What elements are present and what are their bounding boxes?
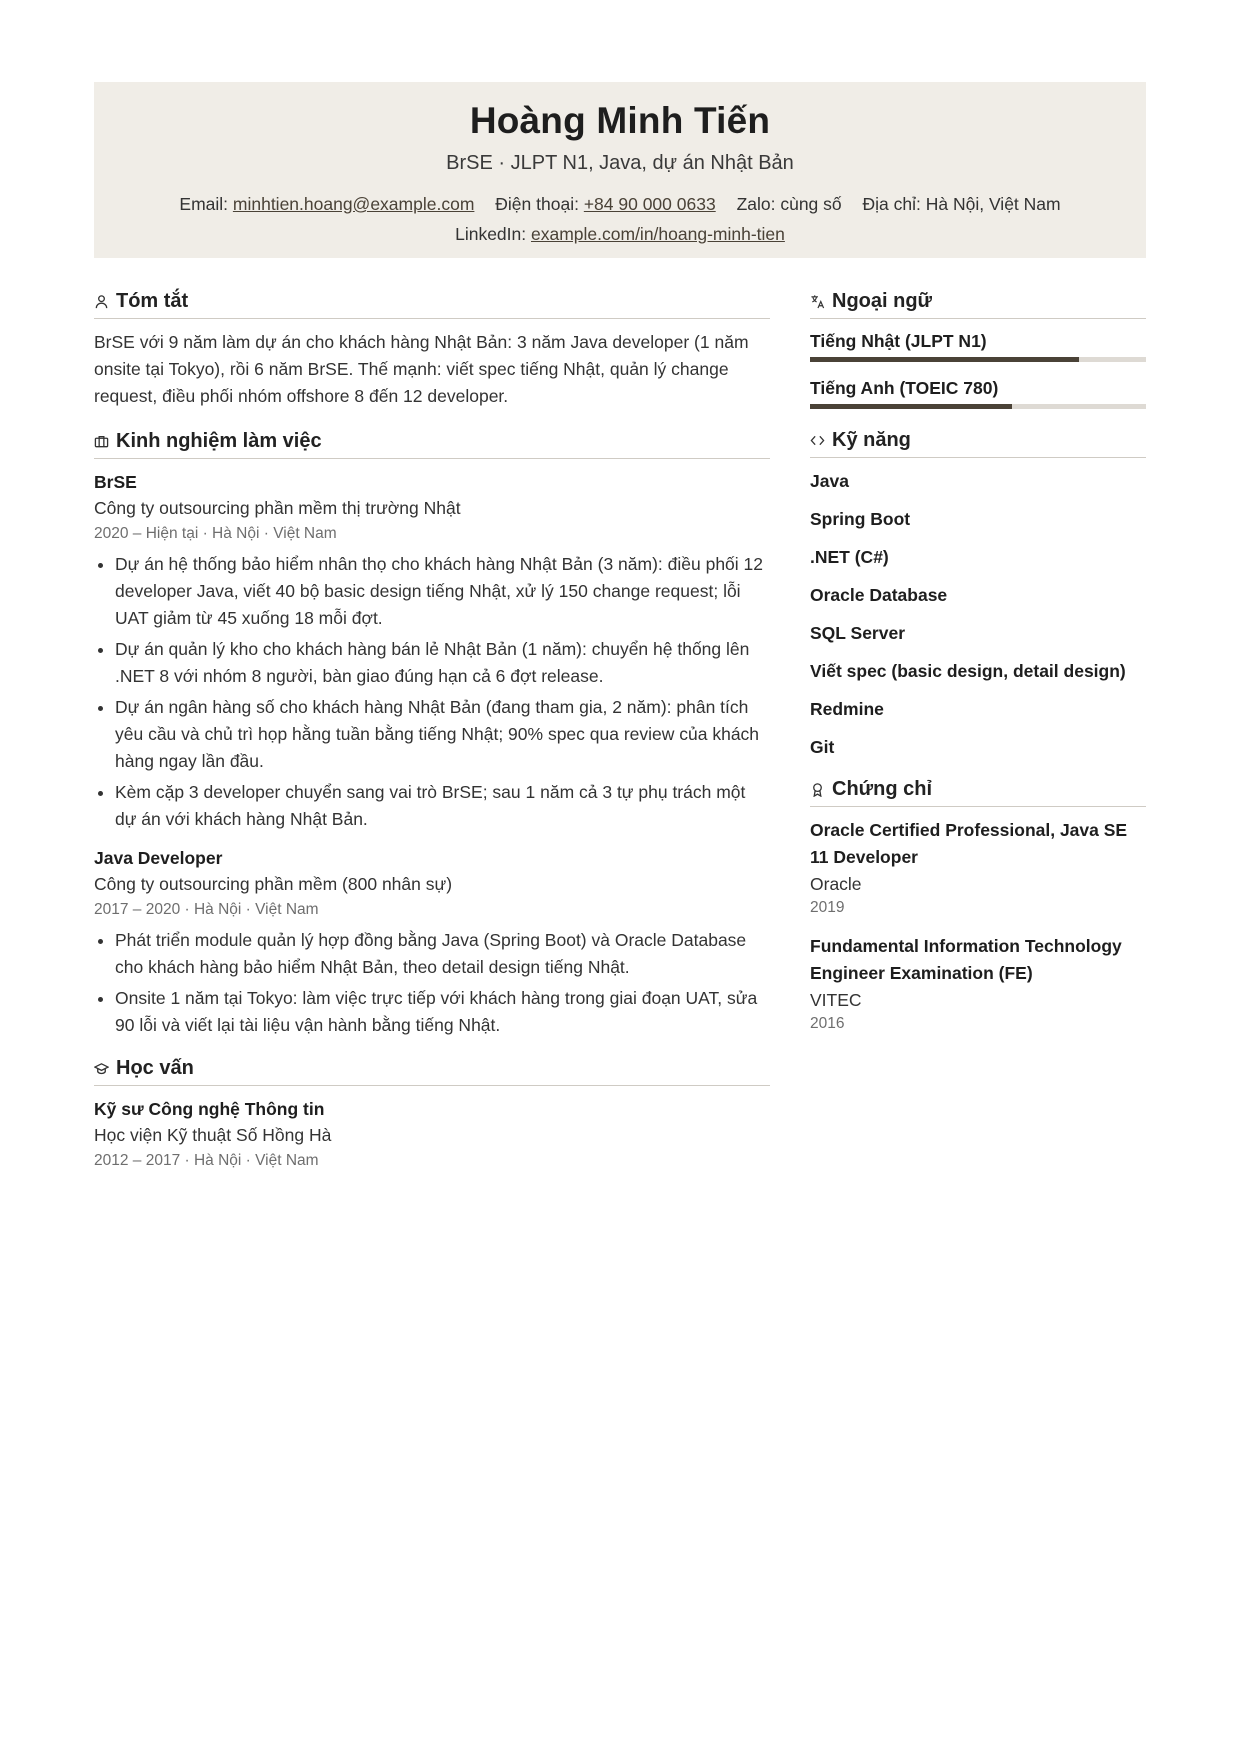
job-bullets bbox=[94, 551, 770, 833]
language-item bbox=[810, 376, 1146, 409]
language-item bbox=[810, 329, 1146, 362]
linkedin-item bbox=[455, 224, 785, 244]
certificates-heading bbox=[810, 778, 1146, 807]
award-icon bbox=[810, 782, 825, 797]
experience-title: Kinh nghiệm làm việc bbox=[116, 430, 322, 452]
skill-item: SQL Server bbox=[810, 623, 906, 643]
degree-title: Kỹ sư Công nghệ Thông tin bbox=[94, 1099, 325, 1119]
certificate-year: 2019 bbox=[810, 899, 845, 916]
skill-item: Spring Boot bbox=[810, 509, 911, 529]
skills-title: Kỹ năng bbox=[832, 429, 911, 451]
certificate-issuer: VITEC bbox=[810, 990, 862, 1010]
certificate-name: Oracle Certified Professional, Java SE 11 Developer bbox=[810, 820, 1128, 867]
resume-header bbox=[94, 82, 1146, 258]
language-name: Tiếng Nhật (JLPT N1) bbox=[810, 331, 987, 351]
skills-heading bbox=[810, 429, 1146, 458]
linkedin-link[interactable]: example.com/in/hoang-minh-tien bbox=[531, 224, 785, 244]
certificate-year: 2016 bbox=[810, 1015, 845, 1032]
experience-heading bbox=[94, 430, 770, 459]
job-bullet: • Dự án ngân hàng số cho khách hàng Nhật Bản (đang tham gia, 2 năm): phân tích yêu cầu và chủ trì họp hằng tuần bằng tiếng Nhật; 90% spec qua review của khách hàng ngay lần đầu. bbox=[115, 694, 770, 775]
headline: BrSE · JLPT N1, Java, dự án Nhật Bản bbox=[446, 152, 794, 174]
language-level-bar bbox=[810, 357, 1146, 362]
languages-heading bbox=[810, 290, 1146, 319]
language-level-fill bbox=[810, 404, 1012, 409]
skill-item: Redmine bbox=[810, 699, 884, 719]
job-title: Java Developer bbox=[94, 848, 223, 868]
language-name: Tiếng Anh (TOEIC 780) bbox=[810, 378, 999, 398]
job-bullet: • Dự án quản lý kho cho khách hàng bán lẻ Nhật Bản (1 năm): chuyển hệ thống lên .NET 8 với nhóm 8 người, bàn giao đúng hạn cả 6 đợt release. bbox=[115, 636, 770, 690]
job-entry bbox=[94, 845, 770, 1039]
language-level-fill bbox=[810, 357, 1079, 362]
address-text: Địa chỉ: Hà Nội, Việt Nam bbox=[862, 194, 1061, 214]
briefcase-icon bbox=[94, 434, 109, 449]
zalo-text: Zalo: cùng số bbox=[736, 194, 842, 214]
job-bullet: • Dự án hệ thống bảo hiểm nhân thọ cho khách hàng Nhật Bản (3 năm): điều phối 12 developer Java, viết 40 bộ basic design tiếng Nhật, xử lý 150 change request; lỗi UAT giảm từ 45 xuống 18 mỗi đợt. bbox=[115, 551, 770, 632]
languages-title: Ngoại ngữ bbox=[832, 290, 933, 312]
certificate-item bbox=[810, 817, 1146, 919]
education-title: Học vấn bbox=[116, 1057, 194, 1079]
job-meta: 2020 – Hiện tại · Hà Nội · Việt Nam bbox=[94, 525, 337, 542]
job-entry bbox=[94, 469, 770, 833]
linkedin-label: LinkedIn: bbox=[455, 224, 527, 244]
skill-item: Git bbox=[810, 737, 835, 757]
person-icon bbox=[94, 294, 109, 309]
summary-title: Tóm tắt bbox=[116, 290, 189, 312]
job-bullet: • Kèm cặp 3 developer chuyển sang vai trò BrSE; sau 1 năm cả 3 tự phụ trách một dự án với khách hàng Nhật Bản. bbox=[115, 779, 770, 833]
summary-heading bbox=[94, 290, 770, 319]
contact-info bbox=[94, 189, 1146, 249]
skill-item: .NET (C#) bbox=[810, 547, 889, 567]
graduation-cap-icon bbox=[94, 1061, 109, 1076]
language-level-bar bbox=[810, 404, 1146, 409]
school-name: Học viện Kỹ thuật Số Hồng Hà bbox=[94, 1125, 332, 1145]
full-name: Hoàng Minh Tiến bbox=[469, 100, 771, 141]
job-bullet: • Phát triển module quản lý hợp đồng bằng Java (Spring Boot) và Oracle Database cho khách hàng bảo hiểm Nhật Bản, theo detail design tiếng Nhật. bbox=[115, 927, 770, 981]
job-meta: 2017 – 2020 · Hà Nội · Việt Nam bbox=[94, 901, 319, 918]
job-company: Công ty outsourcing phần mềm (800 nhân sự) bbox=[94, 874, 453, 894]
translate-icon bbox=[810, 294, 825, 309]
skill-item: Java bbox=[810, 471, 849, 491]
certificate-name: Fundamental Information Technology Engineer Examination (FE) bbox=[810, 936, 1122, 983]
skill-item: Oracle Database bbox=[810, 585, 948, 605]
job-company: Công ty outsourcing phần mềm thị trường Nhật bbox=[94, 498, 461, 518]
job-title: BrSE bbox=[94, 472, 137, 492]
job-bullet: • Onsite 1 năm tại Tokyo: làm việc trực tiếp với khách hàng trong giai đoạn UAT, sửa 90 lỗi và viết lại tài liệu vận hành bằng tiếng Nhật. bbox=[115, 985, 770, 1039]
phone-item bbox=[495, 194, 720, 214]
education-heading bbox=[94, 1057, 770, 1086]
certificate-item bbox=[810, 933, 1146, 1035]
side-column bbox=[810, 290, 1146, 1049]
email-link[interactable]: minhtien.hoang@example.com bbox=[232, 194, 475, 214]
education-meta: 2012 – 2017 · Hà Nội · Việt Nam bbox=[94, 1152, 319, 1169]
phone-link[interactable]: +84 90 000 0633 bbox=[583, 194, 716, 214]
main-column bbox=[94, 290, 770, 1172]
code-icon bbox=[810, 433, 825, 448]
email-item bbox=[179, 194, 479, 214]
summary-text: BrSE với 9 năm làm dự án cho khách hàng Nhật Bản: 3 năm Java developer (1 năm onsite tại Tokyo), rồi 6 năm BrSE. Thế mạnh: viết spec tiếng Nhật, quản lý change request, điều phối nhóm offshore 8 đến 12 developer. bbox=[94, 332, 749, 406]
email-label: Email: bbox=[179, 194, 229, 214]
skill-item: Viết spec (basic design, detail design) bbox=[810, 661, 1126, 681]
phone-label: Điện thoại: bbox=[495, 194, 579, 214]
certificates-title: Chứng chỉ bbox=[832, 778, 933, 800]
certificate-issuer: Oracle bbox=[810, 874, 862, 894]
job-bullets bbox=[94, 927, 770, 1039]
